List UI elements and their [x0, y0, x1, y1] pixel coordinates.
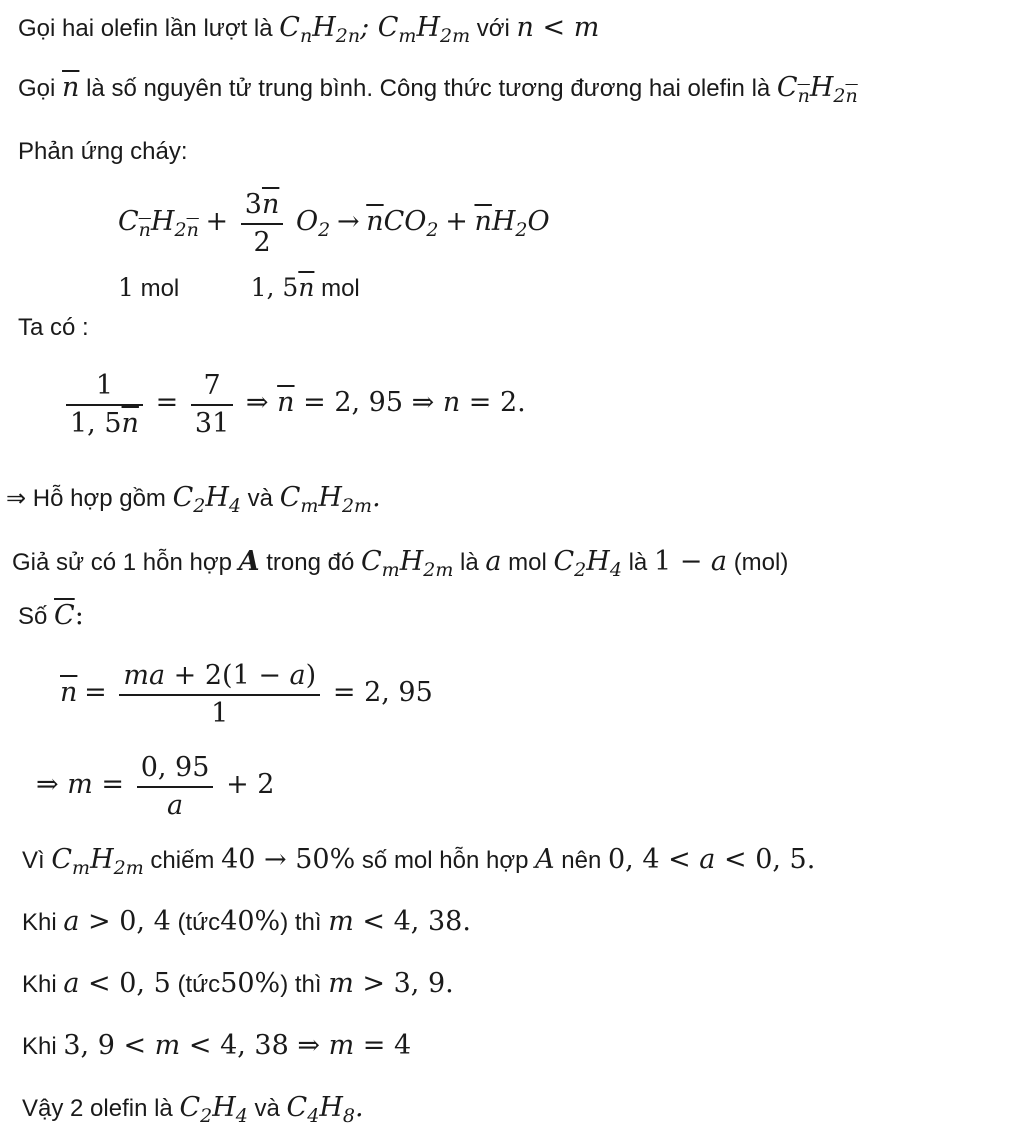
text: Phản ứng cháy: [18, 138, 188, 165]
line-percentage: Vì $C_mH_{2m}$ chiếm 40 → 50% số mol hỗn hợp A nên 0, 4 < a < 0, 5. [22, 844, 816, 879]
text: trong đó [266, 549, 355, 576]
line-m-range: Khi 3, 9 < m < 4, 38 ⇒ m = 4 [22, 1030, 412, 1061]
text: là số nguyên tử trung bình. Công thức tương đương hai olefin là [86, 75, 771, 102]
text: ) thì [280, 909, 322, 936]
combustion-equation: $C_{\overline{n}}H_{2\overline{n}}$ + $\frac{3\overline{n}}{2}$ $O_2 \to \overline{n}CO_2 + \overline{n}H_2O$ [118, 182, 550, 270]
text: chiếm [150, 847, 215, 874]
average-equation: $\overline{n}$ = $\frac{ma + 2(1 - a)}{1}$ = 2, 95 [60, 659, 433, 729]
text: Ta có : [18, 314, 89, 341]
line-case-a-lt: Khi a < 0, 5 (tức50%) thì m > 3, 9. [22, 968, 454, 999]
text: và [247, 485, 274, 512]
ratio-equation: $\frac{1}{1, 5\overline{n}}$ = $\frac{7}{31}$ ⇒ $\overline{n} = 2$, 95 ⇒ n = 2. [60, 358, 526, 449]
text: = 2, 95 [332, 677, 433, 708]
text: là [460, 549, 479, 576]
text: Khi [22, 1033, 57, 1060]
text: Số [18, 603, 48, 630]
text: Gọi hai olefin lần lượt là [18, 15, 273, 42]
line-average-definition: Gọi $\overline{n}$ là số nguyên tử trung bình. Công thức tương đương hai olefin là $C_{\overline{n}}H_{2\overline{n}}$ [18, 72, 858, 107]
text: số mol hỗn hợp [361, 847, 529, 874]
text: Giả sử có 1 hỗn hợp [12, 549, 232, 576]
line-so-c: Số $\overline{C}$: [18, 600, 84, 631]
line-olefin-definition: Gọi hai olefin lần lượt là $C_nH_{2n}$; $C_mH_{2m}$ với n < m [18, 12, 600, 47]
text: + 2 [226, 769, 275, 800]
text: ⇒ Hỗ hợp gồm [6, 485, 166, 512]
line-assumption: Giả sử có 1 hỗn hợp A trong đó $C_mH_{2m}$ là a mol $C_2H_4$ là 1 − a (mol) [12, 546, 789, 581]
mol-ratio-line: 1 mol 1, $5\overline{n}$ mol [118, 273, 360, 302]
text: Gọi [18, 75, 56, 102]
line-case-a-gt: Khi a > 0, 4 (tức40%) thì m < 4, 38. [22, 906, 471, 937]
text: nên [561, 847, 602, 874]
text: là [628, 549, 648, 576]
text: (tức [177, 971, 221, 998]
line-mixture: ⇒ Hỗ hợp gồm $C_2H_4$ và $C_mH_{2m}$. [6, 482, 381, 517]
text: ⇒ m = [36, 769, 125, 800]
text: (tức [177, 909, 221, 936]
line-ta-co [18, 312, 89, 344]
text: mol [508, 549, 547, 576]
coefficient-fraction: $\frac{3\overline{n}}{2}$ [241, 187, 284, 261]
text: với [476, 15, 510, 42]
text: ) thì [280, 971, 322, 998]
line-conclusion: Vậy 2 olefin là $C_2H_4$ và $C_4H_8$. [22, 1092, 364, 1127]
text: Khi [22, 971, 57, 998]
line-combustion-heading [18, 136, 188, 168]
text: Vì [22, 847, 45, 874]
text: (mol) [733, 549, 789, 576]
text: Khi [22, 909, 57, 936]
text: mol [321, 275, 360, 302]
text: và [254, 1095, 280, 1122]
m-equation: ⇒ m = $\frac{0, 95}{a}$ + 2 [36, 751, 275, 821]
text: Vậy 2 olefin là [22, 1095, 173, 1122]
